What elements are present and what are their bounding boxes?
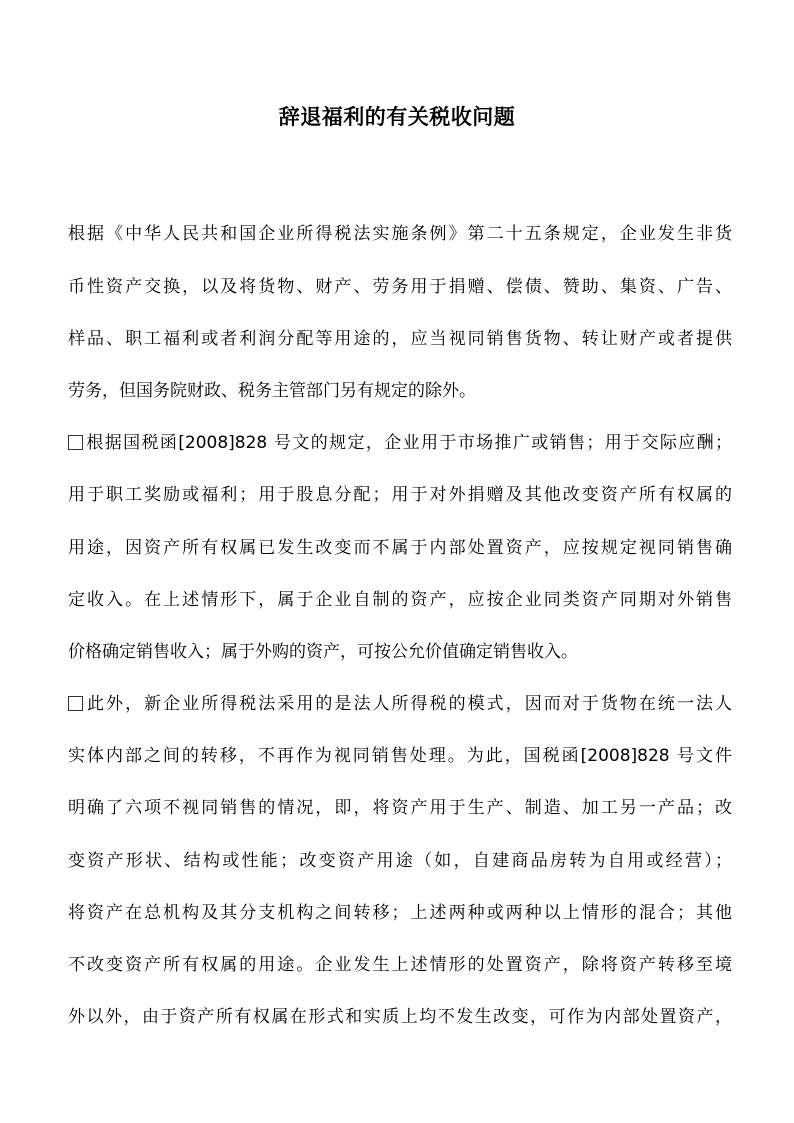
text-line: 用于职工奖励或福利；用于股息分配；用于对外捐赠及其他改变资产所有权属的 — [68, 485, 732, 505]
text-line-content: 根据国税函[2008]828 号文的规定，企业用于市场推广或销售；用于交际应酬； — [85, 433, 732, 453]
text-line — [68, 431, 732, 455]
text-line: 将资产在总机构及其分支机构之间转移；上述两种或两种以上情形的混合；其他 — [68, 903, 732, 923]
checkbox-marker-icon — [68, 696, 83, 711]
text-line: 变资产形状、结构或性能；改变资产用途（如，自建商品房转为自用或经营）； — [68, 851, 732, 871]
text-line: 价格确定销售收入；属于外购的资产，可按公允价值确定销售收入。 — [68, 642, 578, 662]
text-line: 不改变资产所有权属的用途。企业发生上述情形的处置资产，除将资产转移至境 — [68, 955, 732, 975]
text-line: 明确了六项不视同销售的情况，即，将资产用于生产、制造、加工另一产品；改 — [68, 798, 732, 818]
text-line — [68, 692, 732, 716]
checkbox-marker-icon — [68, 435, 83, 450]
text-line: 币性资产交换，以及将货物、财产、劳务用于捐赠、偿债、赞助、集资、广告、 — [68, 277, 732, 297]
text-line: 劳务，但国务院财政、税务主管部门另有规定的除外。 — [68, 381, 476, 401]
text-line: 实体内部之间的转移，不再作为视同销售处理。为此，国税函[2008]828 号文件 — [68, 746, 732, 766]
text-line: 根据《中华人民共和国企业所得税法实施条例》第二十五条规定，企业发生非货 — [68, 224, 732, 244]
page-title: 辞退福利的有关税收问题 — [278, 105, 516, 129]
text-line: 定收入。在上述情形下，属于企业自制的资产，应按企业同类资产同期对外销售 — [68, 590, 732, 610]
text-line: 外以外，由于资产所有权属在形式和实质上均不发生改变，可作为内部处置资产， — [68, 1007, 732, 1027]
text-line: 用途，因资产所有权属已发生改变而不属于内部处置资产，应按规定视同销售确 — [68, 538, 732, 558]
text-line: 样品、职工福利或者利润分配等用途的，应当视同销售货物、转让财产或者提供 — [68, 329, 732, 349]
text-line-content: 此外，新企业所得税法采用的是法人所得税的模式，因而对于货物在统一法人 — [85, 694, 732, 714]
